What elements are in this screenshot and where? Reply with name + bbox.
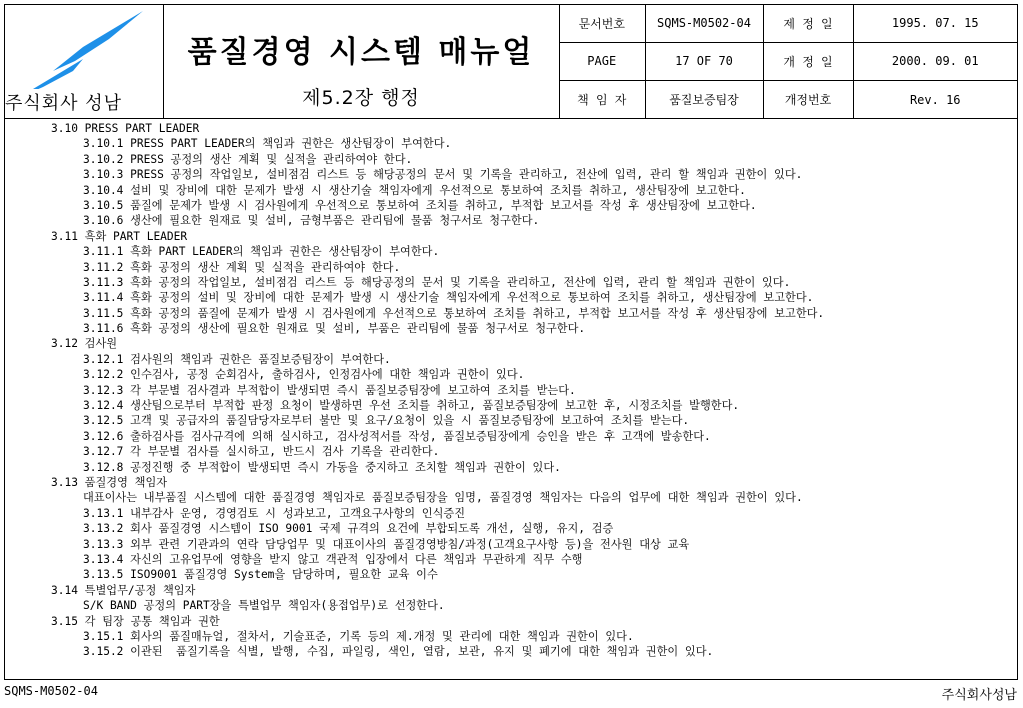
- section-item: 3.12.2 인수검사, 공정 순회검사, 출하검사, 인정검사에 대한 책임과 권한이 있다.: [83, 368, 525, 382]
- section-item: 3.10.4 설비 및 장비에 대한 문제가 발생 시 생산기술 책임자에게 우선적으로 통보하여 조치를 취하고, 생산팀장에 보고한다.: [83, 183, 746, 197]
- section-item: 3.10.1 PRESS PART LEADER의 책임과 권한은 생산팀장이 부여한다.: [83, 137, 452, 151]
- section-heading: 3.13 품질경영 책임자: [51, 475, 168, 489]
- section-heading: 3.11 흑화 PART LEADER: [51, 229, 188, 243]
- section-item: 3.13.5 ISO9001 품질경영 System을 담당하며, 필요한 교육 이수: [83, 568, 438, 582]
- document-frame: [4, 4, 1018, 680]
- section-item: 3.15.2 이관된 품질기록을 식별, 발행, 수집, 파일링, 색인, 열람, 보관, 유지 및 폐기에 대한 책임과 권한이 있다.: [83, 645, 714, 659]
- section-item: 3.12.5 고객 및 공급자의 품질담당자로부터 불만 및 요구/요청이 있을 시 품질보증팀장에 보고하여 조치를 받는다.: [83, 414, 690, 428]
- meta-label: 개 정 일: [763, 42, 853, 80]
- section-item: 3.11.1 흑화 PART LEADER의 책임과 권한은 생산팀장이 부여한다.: [83, 245, 440, 259]
- section-item: 3.10.2 PRESS 공정의 생산 계획 및 실적을 관리하여야 한다.: [83, 152, 413, 166]
- meta-value: 1995. 07. 15: [853, 5, 1017, 42]
- section-item: 3.13.2 회사 품질경영 시스템이 ISO 9001 국제 규격의 요건에 부합되도록 개선, 실행, 유지, 검증: [83, 522, 614, 536]
- logo-stripe-top: [53, 11, 143, 71]
- chapter-title: 제5.2장 행정: [302, 87, 420, 109]
- logo-cell: [5, 5, 164, 118]
- meta-value: Rev. 16: [853, 81, 1017, 118]
- section-heading: 3.15 각 팀장 공통 책임과 권한: [51, 614, 220, 628]
- section-item: 3.11.5 흑화 공정의 품질에 문제가 발생 시 검사원에게 우선적으로 통보하여 조치를 취하고, 부적합 보고서를 작성 후 생산팀장에 보고한다.: [83, 306, 825, 320]
- meta-label: 개정번호: [763, 81, 853, 118]
- section-item: 3.12.8 공정진행 중 부적합이 발생되면 즉시 가동을 중지하고 조치할 책임과 권한이 있다.: [83, 460, 561, 474]
- meta-label: 제 정 일: [763, 5, 853, 42]
- section-item: 3.12.3 각 부문별 검사결과 부적합이 발생되면 즉시 품질보증팀장에 보고하여 조치를 받는다.: [83, 383, 576, 397]
- company-logo: [13, 9, 153, 89]
- footer-doc-code: SQMS-M0502-04: [4, 684, 98, 698]
- section-item: 3.13.1 내부감사 운영, 경영검토 시 성과보고, 고객요구사항의 인식증진: [83, 506, 466, 520]
- document-header: [5, 5, 1017, 119]
- section-item: 3.12.7 각 부문별 검사를 실시하고, 반드시 검사 기록을 관리한다.: [83, 445, 440, 459]
- company-name: 주식회사 성남: [5, 93, 123, 114]
- section-item: 3.12.4 생산팀으로부터 부적합 판정 요청이 발생하면 우선 조치를 취하고, 품질보증팀장에 보고한 후, 시정조치를 발행한다.: [83, 399, 740, 413]
- section-item: 3.11.2 흑화 공정의 생산 계획 및 실적을 관리하여야 한다.: [83, 260, 401, 274]
- section-item: 3.11.3 흑화 공정의 작업일보, 설비점검 리스트 등 해당공정의 문서 및 기록을 관리하고, 전산에 입력, 관리 할 책임과 권한이 있다.: [83, 275, 791, 289]
- meta-label: PAGE: [559, 42, 645, 80]
- section-item: 3.11.6 흑화 공정의 생산에 필요한 원재료 및 설비, 부품은 관리팀에 물품 청구서로 청구한다.: [83, 322, 586, 336]
- meta-value: 17 OF 70: [645, 42, 763, 80]
- section-item: 3.10.6 생산에 필요한 원재료 및 설비, 금형부품은 관리팀에 물품 청구서로 청구한다.: [83, 214, 540, 228]
- section-item: 3.10.5 품질에 문제가 발생 시 검사원에게 우선적으로 통보하여 조치를 취하고, 부적합 보고서를 작성 후 생산팀장에 보고한다.: [83, 198, 757, 212]
- section-item: S/K BAND 공정의 PART장을 특별업무 책임자(용접업무)로 선정한다.: [83, 599, 445, 613]
- footer-company: 주식회사성남: [941, 688, 1017, 703]
- meta-value: 2000. 09. 01: [853, 42, 1017, 80]
- document-body: [5, 121, 1017, 679]
- section-item: 3.15.1 회사의 품질매뉴얼, 절차서, 기술표준, 기록 등의 제.개정 및 관리에 대한 책임과 권한이 있다.: [83, 629, 634, 643]
- meta-table: [559, 5, 1017, 118]
- section-heading: 3.12 검사원: [51, 337, 118, 351]
- meta-row: [559, 42, 1017, 80]
- meta-value: SQMS-M0502-04: [645, 5, 763, 42]
- section-item: 3.12.6 출하검사를 검사규격에 의해 실시하고, 검사성적서를 작성, 품질보증팀장에게 승인을 받은 후 고객에 발송한다.: [83, 429, 711, 443]
- section-heading: 3.14 특별업무/공정 책임자: [51, 583, 196, 597]
- logo-stripe-bottom: [13, 59, 83, 89]
- manual-title: 품질경영 시스템 매뉴얼: [187, 35, 535, 70]
- meta-row: [559, 81, 1017, 118]
- meta-value: 품질보증팀장: [645, 81, 763, 118]
- section-item: 대표이사는 내부품질 시스템에 대한 품질경영 책임자로 품질보증팀장을 임명, 품질경영 책임자는 다음의 업무에 대한 책임과 권한이 있다.: [83, 491, 803, 505]
- section-heading: 3.10 PRESS PART LEADER: [51, 122, 200, 135]
- meta-label: 책 임 자: [577, 93, 627, 108]
- section-item: 3.13.4 자신의 고유업무에 영향을 받지 않고 객관적 입장에서 다른 책임과 무관하게 직무 수행: [83, 552, 583, 566]
- section-item: 3.10.3 PRESS 공정의 작업일보, 설비점검 리스트 등 해당공정의 문서 및 기록을 관리하고, 전산에 입력, 관리 할 책임과 권한이 있다.: [83, 168, 803, 182]
- section-item: 3.13.3 외부 관련 기관과의 연락 담당업무 및 대표이사의 품질경영방침/과정(고객요구사항 등)을 전사원 대상 교육: [83, 537, 690, 551]
- section-item: 3.12.1 검사원의 책임과 권한은 품질보증팀장이 부여한다.: [83, 352, 391, 366]
- title-cell: [163, 5, 560, 118]
- document-meta: [559, 5, 1017, 118]
- meta-label: 문서번호: [559, 5, 645, 42]
- meta-row: [559, 5, 1017, 42]
- section-item: 3.11.4 흑화 공정의 설비 및 장비에 대한 문제가 발생 시 생산기술 책임자에게 우선적으로 통보하여 조치를 취하고, 생산팀장에 보고한다.: [83, 291, 814, 305]
